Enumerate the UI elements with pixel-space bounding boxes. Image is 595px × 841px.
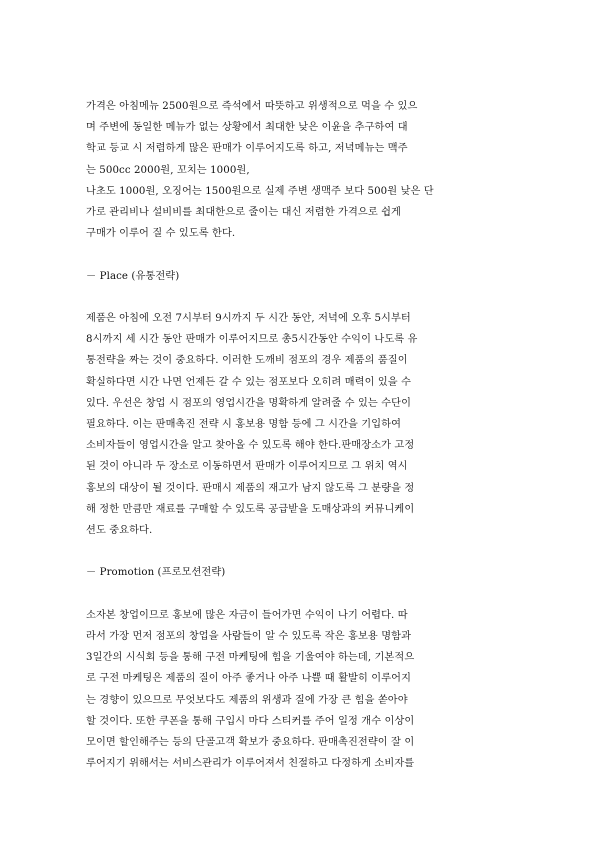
text-line: 학교 등교 시 저렴하게 많은 판매가 이루어지도록 하고, 저녁메뉴는 맥주 [86,143,408,155]
place-heading: － Place (유통전략) [86,270,180,282]
document-body [86,96,514,774]
text-line: 8시까지 세 시간 동안 판매가 이루어지므로 총5시간동안 수익이 나도록 유 [86,334,418,346]
paragraph-spacer [86,541,514,562]
paragraph-spacer [86,244,514,265]
promotion-heading: － Promotion (프로모션전략) [86,567,226,579]
text-line: 나초도 1000원, 오징어는 1500원으로 실제 주변 생맥주 보다 500원 낮은 단 [86,185,434,197]
promotion-paragraph [86,605,514,775]
text-line: 로 구전 마케팅은 제품의 질이 아주 좋거나 아주 나쁠 때 활발히 이루어지 [86,673,412,685]
place-paragraph [86,308,514,541]
paragraph-spacer [86,287,514,308]
text-line: 제품은 아침에 오전 7시부터 9시까지 두 시간 동안, 저녁에 오후 5시부터 [86,313,411,324]
paragraph-spacer [86,584,514,605]
text-line: 가격은 아침메뉴 2500원으로 즉석에서 따뜻하고 위생적으로 먹을 수 있으 [86,101,418,112]
text-line: 가로 관리비나 설비비를 최대한으로 줄이는 대신 저렴한 가격으로 쉽게 [86,207,401,219]
text-line: 홍보의 대상이 될 것이다. 판매시 제품의 재고가 남지 않도록 그 분량을 정 [86,482,415,494]
text-line: 통전략을 짜는 것이 중요하다. 이러한 도깨비 점포의 경우 제품의 품질이 [86,355,408,367]
text-line: 소자본 창업이므로 홍보에 많은 자금이 들어가면 수익이 나기 어렵다. 따 [86,609,408,621]
price-paragraph-1 [86,96,514,181]
text-line: 소비자들이 영업시간을 알고 찾아올 수 있도록 해야 한다.판매장소가 고정 [86,440,415,452]
text-line: 션도 중요하다. [86,525,153,537]
price-paragraph-2 [86,181,514,245]
text-line: 확실하다면 시간 나면 언제든 갈 수 있는 점포보다 오히려 매력이 있을 수 [86,376,412,388]
text-line: 3일간의 시식회 등을 통해 구전 마케팅에 힘을 기울여야 하는데, 기본적으 [86,652,415,664]
text-line: 해 정한 만큼만 재료를 구매할 수 있도록 공급받을 도매상과의 커뮤니케이 [86,503,415,515]
text-line: 는 경향이 있으므로 무엇보다도 제품의 위생과 질에 가장 큰 힘을 쏟아야 [86,694,408,706]
text-line: 있다. 우선은 창업 시 점포의 영업시간을 명확하게 알려줄 수 있는 수단이 [86,397,412,409]
text-line: 라서 가장 먼저 점포의 창업을 사람들이 알 수 있도록 작은 홍보용 명함과 [86,631,412,643]
text-line: 모이면 할인해주는 등의 단골고객 확보가 중요하다. 판매촉진전략이 잘 이 [86,737,415,749]
text-line: 구매가 이루어 질 수 있도록 한다. [86,228,236,240]
text-line: 된 것이 아니라 두 장소로 이동하면서 판매가 이루어지므로 그 위치 역시 [86,461,408,473]
text-line: 할 것이다. 또한 쿠폰을 통해 구입시 마다 스티커를 주어 일정 개수 이상이 [86,715,415,727]
text-line: 는 500cc 2000원, 꼬치는 1000원, [86,164,250,176]
text-line: 며 주변에 동일한 메뉴가 없는 상황에서 최대한 낮은 이윤을 추구하여 대 [86,122,408,134]
text-line: 루어지기 위해서는 서비스관리가 이루어져서 친절하고 다정하게 소비자를 [86,758,415,770]
text-line: 필요하다. 이는 판매촉진 전략 시 홍보용 명함 등에 그 시간을 기입하여 [86,419,402,431]
